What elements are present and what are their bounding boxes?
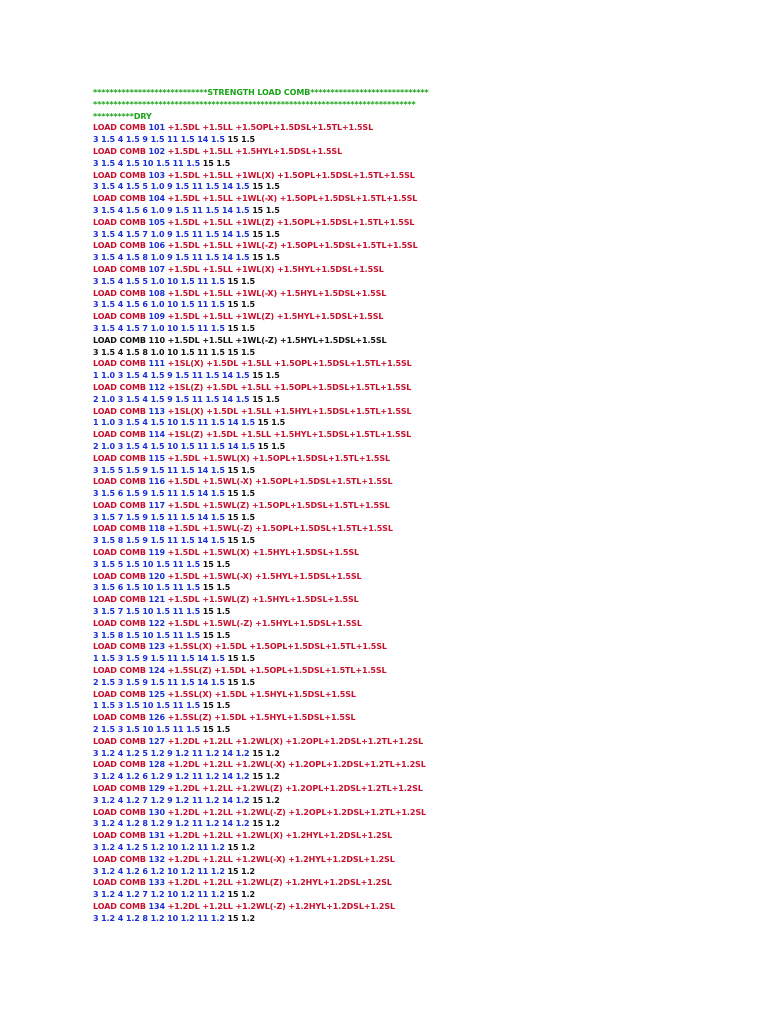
combo-factors-row [93,441,753,453]
combo-factors-row [93,700,753,712]
combo-tail: 15 1.5 [257,441,286,451]
combo-factors: 3 1.2 4 1.2 8 1.2 9 1.2 11 1.2 14 1.2 [93,819,250,829]
combo-title-row [93,641,753,653]
combo-factors: 3 1.2 4 1.2 6 1.2 10 1.2 11 1.2 [93,866,225,876]
combo-number: 112 [148,382,165,392]
combo-factors-row [93,889,753,901]
combo-factors-row [93,394,753,406]
combo-description: +1.2DL +1.2LL +1.2WL(X) +1.2HYL+1.2DSL+1.2SL [167,831,393,841]
combo-label: LOAD COMB [93,477,146,487]
combo-factors: 2 1.0 3 1.5 4 1.5 9 1.5 11 1.5 14 1.5 [93,394,250,404]
combo-title-row [93,594,753,606]
combo-description: +1.5DL +1.5WL(X) +1.5HYL+1.5DSL+1.5SL [167,548,359,558]
combo-title-row [93,429,753,441]
combo-description: +1.2DL +1.2LL +1.2WL(X) +1.2OPL+1.2DSL+1.2TL+1.2SL [167,736,424,746]
combo-number: 107 [148,264,165,274]
combo-factors-row [93,535,753,547]
combo-label: LOAD COMB [93,807,146,817]
combo-tail: 15 1.5 [227,654,255,664]
combo-description: +1.2DL +1.2LL +1.2WL(-Z) +1.2OPL+1.2DSL+1.2TL+1.2SL [167,807,426,817]
combo-factors: 3 1.5 8 1.5 9 1.5 11 1.5 14 1.5 [93,536,225,546]
combo-label: LOAD COMB [93,760,146,770]
load-combination-listing [93,87,753,925]
combo-label: LOAD COMB [93,170,146,180]
combo-tail: 15 1.5 [252,229,280,239]
combo-tail: 15 1.5 [227,512,255,522]
combo-number: 109 [148,312,165,322]
combo-tail: 15 1.5 [252,182,280,192]
combo-description: +1.5DL +1.5LL +1.5OPL+1.5DSL+1.5TL+1.5SL [167,123,374,133]
combo-factors-row [93,818,753,830]
combo-tail: 15 1.5 [202,559,231,569]
combo-number: 130 [148,807,165,817]
combo-factors-row [93,606,753,618]
combo-tail: 15 1.5 [257,418,286,428]
combo-number: 129 [148,784,165,794]
combo-number: 131 [148,831,165,841]
combo-factors-row [93,158,753,170]
combo-description: +1.5DL +1.5LL +1WL(Z) +1.5HYL+1.5DSL+1.5SL [167,312,384,322]
combo-factors-row [93,582,753,594]
combo-factors-row [93,323,753,335]
combo-description: +1.5DL +1.5LL +1WL(X) +1.5HYL+1.5DSL+1.5SL [167,264,384,274]
combo-label: LOAD COMB [93,642,146,652]
combo-tail: 15 1.5 [227,536,255,546]
combo-description: +1.2DL +1.2LL +1.2WL(Z) +1.2HYL+1.2DSL+1.2SL [167,878,392,888]
combo-tail: 15 1.5 [227,489,255,499]
combo-factors: 3 1.5 4 1.5 9 1.5 11 1.5 14 1.5 [93,135,225,145]
combo-description: +1.5DL +1.5WL(Z) +1.5OPL+1.5DSL+1.5TL+1.5SL [167,500,390,510]
combo-description: +1.5DL +1.5LL +1WL(Z) +1.5OPL+1.5DSL+1.5TL+1.5SL [167,217,415,227]
combo-description: +1SL(Z) +1.5DL +1.5LL +1.5HYL+1.5DSL+1.5TL+1.5SL [167,430,412,440]
combo-title-row [93,571,753,583]
combo-factors-row [93,559,753,571]
combo-title-row [93,264,753,276]
combo-factors: 3 1.2 4 1.2 6 1.2 9 1.2 11 1.2 14 1.2 [93,772,250,782]
combo-label: LOAD COMB [93,194,146,204]
combo-title-row [93,240,753,252]
combo-factors: 3 1.5 4 1.5 6 1.0 9 1.5 11 1.5 14 1.5 [93,205,250,215]
combo-title-row [93,736,753,748]
combo-description: +1SL(Z) +1.5DL +1.5LL +1.5OPL+1.5DSL+1.5TL+1.5SL [167,382,412,392]
combo-number: 111 [148,359,165,369]
combo-number: 118 [148,524,165,534]
combo-tail: 15 1.5 [252,253,280,263]
combo-factors: 3 1.5 8 1.5 10 1.5 11 1.5 [93,630,201,640]
combo-description: +1.5DL +1.5WL(X) +1.5OPL+1.5DSL+1.5TL+1.5SL [167,453,390,463]
combo-tail: 15 1.5 [202,607,231,617]
combo-tail: 15 1.5 [227,323,255,333]
combo-title-row [93,547,753,559]
combo-factors-row [93,134,753,146]
combo-factors-row [93,229,753,241]
combo-label: LOAD COMB [93,878,146,888]
combo-label: LOAD COMB [93,359,146,369]
combo-factors: 3 1.5 4 1.5 5 1.0 10 1.5 11 1.5 [93,276,225,286]
combo-title-row [93,689,753,701]
combo-number: 117 [148,500,165,510]
combo-label: LOAD COMB [93,312,146,322]
strength-load-comb-header: ****************************STRENGTH LOAD COMB***************************** [93,88,429,97]
combo-description: +1.5DL +1.5WL(Z) +1.5HYL+1.5DSL+1.5SL [167,595,359,605]
combo-title-row [93,712,753,724]
combo-factors: 3 1.2 4 1.2 7 1.2 10 1.2 11 1.2 [93,890,225,900]
combo-factors-row [93,771,753,783]
combo-label: LOAD COMB [93,453,146,463]
combo-title-row [93,830,753,842]
combo-tail: 15 1.2 [252,748,280,758]
combo-description: +1.5SL(Z) +1.5DL +1.5HYL+1.5DSL+1.5SL [167,713,356,723]
combo-factors: 1 1.0 3 1.5 4 1.5 9 1.5 11 1.5 14 1.5 [93,371,250,381]
combo-title-row [93,146,753,158]
combo-label: LOAD COMB [93,217,146,227]
combo-tail: 15 1.5 [202,701,231,711]
combo-tail: 15 1.5 [202,725,231,735]
combo-number: 120 [148,571,165,581]
combo-factors-row [93,512,753,524]
combo-title-row [93,335,753,347]
combo-number: 125 [148,689,165,699]
combo-description: +1.5DL +1.5WL(-Z) +1.5OPL+1.5DSL+1.5TL+1.5SL [167,524,393,534]
combo-factors-row [93,630,753,642]
combo-factors: 3 1.5 7 1.5 10 1.5 11 1.5 [93,607,201,617]
combo-factors-row [93,370,753,382]
combo-label: LOAD COMB [93,241,146,251]
combo-factors: 3 1.5 4 1.5 7 1.0 9 1.5 11 1.5 14 1.5 [93,229,250,239]
combo-label: LOAD COMB [93,524,146,534]
combo-factors-row [93,724,753,736]
combo-number: 122 [148,618,165,628]
combo-factors-row [93,913,753,925]
combo-number: 113 [148,406,165,416]
combo-title-row [93,217,753,229]
combo-title-row [93,358,753,370]
combo-factors: 3 1.2 4 1.2 8 1.2 10 1.2 11 1.2 [93,913,225,923]
combo-title-row [93,523,753,535]
combo-label: LOAD COMB [93,713,146,723]
combo-factors: 3 1.5 4 1.5 7 1.0 10 1.5 11 1.5 [93,323,225,333]
combo-tail: 15 1.5 [227,276,255,286]
combo-tail: 15 1.2 [252,795,280,805]
combo-factors-row [93,252,753,264]
combo-factors: 3 1.2 4 1.2 5 1.2 10 1.2 11 1.2 [93,843,225,852]
combo-label: LOAD COMB [93,123,146,133]
combo-label: LOAD COMB [93,901,146,911]
combo-title-row [93,406,753,418]
combo-label: LOAD COMB [93,571,146,581]
combo-factors: 3 1.5 7 1.5 9 1.5 11 1.5 14 1.5 [93,512,225,522]
combo-factors: 3 1.5 4 1.5 8 1.0 9 1.5 11 1.5 14 1.5 [93,253,250,263]
combo-factors-row [93,465,753,477]
combo-title-row [93,759,753,771]
combo-label: LOAD COMB [93,595,146,605]
combo-description: +1.2DL +1.2LL +1.2WL(-Z) +1.2HYL+1.2DSL+1.2SL [167,901,395,911]
combo-title-row [93,382,753,394]
combo-factors: 3 1.5 4 1.5 8 1.0 10 1.5 11 1.5 15 1.5 [93,347,255,357]
combo-title-row [93,877,753,889]
combo-label: LOAD COMB [93,146,146,156]
combo-title-row [93,500,753,512]
combo-number: 133 [148,878,165,888]
combo-factors-row [93,299,753,311]
combo-title-row [93,170,753,182]
combo-factors-row [93,347,753,359]
combo-factors: 2 1.5 3 1.5 10 1.5 11 1.5 [93,725,201,735]
combo-description: +1.5SL(X) +1.5DL +1.5OPL+1.5DSL+1.5TL+1.5SL [167,642,387,652]
combo-number: 128 [148,760,165,770]
combo-number: 116 [148,477,165,487]
combo-description: +1.5DL +1.5WL(-Z) +1.5HYL+1.5DSL+1.5SL [167,618,362,628]
combo-title: LOAD COMB 110 +1.5DL +1.5LL +1WL(-Z) +1.5HYL+1.5DSL+1.5SL [93,335,387,345]
combo-factors-row [93,417,753,429]
combo-factors: 1 1.0 3 1.5 4 1.5 10 1.5 11 1.5 14 1.5 [93,418,255,428]
combo-description: +1.5SL(X) +1.5DL +1.5HYL+1.5DSL+1.5SL [167,689,356,699]
combo-factors: 3 1.2 4 1.2 5 1.2 9 1.2 11 1.2 14 1.2 [93,748,250,758]
combo-number: 134 [148,901,165,911]
asterisk-separator: ******************************************************************************* [93,99,416,109]
combo-tail: 15 1.5 [227,465,255,475]
combo-tail: 15 1.2 [227,866,255,876]
combo-number: 102 [148,146,165,156]
combo-factors: 2 1.5 3 1.5 9 1.5 11 1.5 14 1.5 [93,677,225,687]
combo-factors: 3 1.5 6 1.5 10 1.5 11 1.5 [93,583,201,593]
combo-title-row [93,453,753,465]
combo-description: +1.5SL(Z) +1.5DL +1.5OPL+1.5DSL+1.5TL+1.5SL [167,666,387,676]
combo-label: LOAD COMB [93,666,146,676]
combo-number: 108 [148,288,165,298]
combo-title-row [93,901,753,913]
combo-description: +1.2DL +1.2LL +1.2WL(Z) +1.2OPL+1.2DSL+1.2TL+1.2SL [167,784,423,794]
combo-title-row [93,783,753,795]
combo-label: LOAD COMB [93,264,146,274]
combo-number: 105 [148,217,165,227]
combo-factors: 3 1.5 5 1.5 10 1.5 11 1.5 [93,559,201,569]
combo-description: +1.5DL +1.5LL +1WL(X) +1.5OPL+1.5DSL+1.5TL+1.5SL [167,170,415,180]
combo-number: 103 [148,170,165,180]
combo-label: LOAD COMB [93,430,146,440]
combo-factors: 3 1.2 4 1.2 7 1.2 9 1.2 11 1.2 14 1.2 [93,795,250,805]
combo-tail: 15 1.2 [227,913,255,923]
combo-factors: 3 1.5 4 1.5 6 1.0 10 1.5 11 1.5 [93,300,225,310]
combo-title-row [93,122,753,134]
combo-tail: 15 1.5 [252,371,280,381]
combo-number: 132 [148,854,165,864]
combo-description: +1.5DL +1.5LL +1WL(-X) +1.5HYL+1.5DSL+1.5SL [167,288,387,298]
combo-tail: 15 1.5 [227,135,255,145]
combo-label: LOAD COMB [93,548,146,558]
combo-label: LOAD COMB [93,288,146,298]
combo-number: 106 [148,241,165,251]
combo-tail: 15 1.2 [227,890,255,900]
combo-description: +1.2DL +1.2LL +1.2WL(-X) +1.2HYL+1.2DSL+1.2SL [167,854,395,864]
combo-number: 126 [148,713,165,723]
combo-title-row [93,807,753,819]
combo-number: 114 [148,430,165,440]
combo-label: LOAD COMB [93,854,146,864]
combo-title-row [93,193,753,205]
combo-factors-row [93,488,753,500]
combo-title-row [93,618,753,630]
combo-description: +1SL(X) +1.5DL +1.5LL +1.5OPL+1.5DSL+1.5TL+1.5SL [167,359,412,369]
combo-label: LOAD COMB [93,831,146,841]
combo-title-row [93,311,753,323]
combo-factors-row [93,842,753,854]
combo-number: 124 [148,666,165,676]
combo-title-row [93,854,753,866]
combo-tail: 15 1.2 [227,843,255,852]
combo-factors: 3 1.5 4 1.5 5 1.0 9 1.5 11 1.5 14 1.5 [93,182,250,192]
combo-number: 104 [148,194,165,204]
combo-list [93,122,753,924]
combo-number: 127 [148,736,165,746]
combo-factors-row [93,205,753,217]
combo-description: +1.5DL +1.5LL +1WL(-X) +1.5OPL+1.5DSL+1.5TL+1.5SL [167,194,418,204]
combo-factors-row [93,748,753,760]
combo-label: LOAD COMB [93,689,146,699]
combo-label: LOAD COMB [93,382,146,392]
combo-label: LOAD COMB [93,784,146,794]
combo-label: LOAD COMB [93,618,146,628]
combo-tail: 15 1.5 [227,677,255,687]
combo-number: 101 [148,123,165,133]
combo-number: 115 [148,453,165,463]
dry-section-header: **********DRY [93,111,152,121]
combo-description: +1.5DL +1.5WL(-X) +1.5HYL+1.5DSL+1.5SL [167,571,362,581]
combo-tail: 15 1.5 [252,394,280,404]
combo-factors: 3 1.5 4 1.5 10 1.5 11 1.5 [93,158,201,168]
combo-tail: 15 1.5 [252,205,280,215]
combo-label: LOAD COMB [93,500,146,510]
combo-number: 123 [148,642,165,652]
combo-title-row [93,476,753,488]
combo-tail: 15 1.2 [252,819,280,829]
combo-label: LOAD COMB [93,406,146,416]
combo-description: +1.5DL +1.5LL +1.5HYL+1.5DSL+1.5SL [167,146,343,156]
combo-description: +1SL(X) +1.5DL +1.5LL +1.5HYL+1.5DSL+1.5TL+1.5SL [167,406,412,416]
combo-factors-row [93,276,753,288]
combo-factors-row [93,677,753,689]
combo-factors: 3 1.5 6 1.5 9 1.5 11 1.5 14 1.5 [93,489,225,499]
combo-tail: 15 1.2 [252,772,280,782]
combo-description: +1.5DL +1.5LL +1WL(-Z) +1.5OPL+1.5DSL+1.5TL+1.5SL [167,241,418,251]
combo-title-row [93,288,753,300]
combo-factors-row [93,653,753,665]
combo-label: LOAD COMB [93,736,146,746]
combo-tail: 15 1.5 [202,158,231,168]
combo-number: 119 [148,548,165,558]
combo-title-row [93,665,753,677]
combo-factors: 2 1.0 3 1.5 4 1.5 10 1.5 11 1.5 14 1.5 [93,441,255,451]
combo-factors: 1 1.5 3 1.5 9 1.5 11 1.5 14 1.5 [93,654,225,664]
combo-factors: 1 1.5 3 1.5 10 1.5 11 1.5 [93,701,201,711]
combo-factors: 3 1.5 5 1.5 9 1.5 11 1.5 14 1.5 [93,465,225,475]
combo-number: 121 [148,595,165,605]
combo-description: +1.2DL +1.2LL +1.2WL(-X) +1.2OPL+1.2DSL+1.2TL+1.2SL [167,760,426,770]
combo-description: +1.5DL +1.5WL(-X) +1.5OPL+1.5DSL+1.5TL+1.5SL [167,477,393,487]
combo-tail: 15 1.5 [202,583,231,593]
combo-tail: 15 1.5 [227,300,255,310]
combo-factors-row [93,181,753,193]
combo-tail: 15 1.5 [202,630,231,640]
combo-factors-row [93,795,753,807]
combo-factors-row [93,866,753,878]
